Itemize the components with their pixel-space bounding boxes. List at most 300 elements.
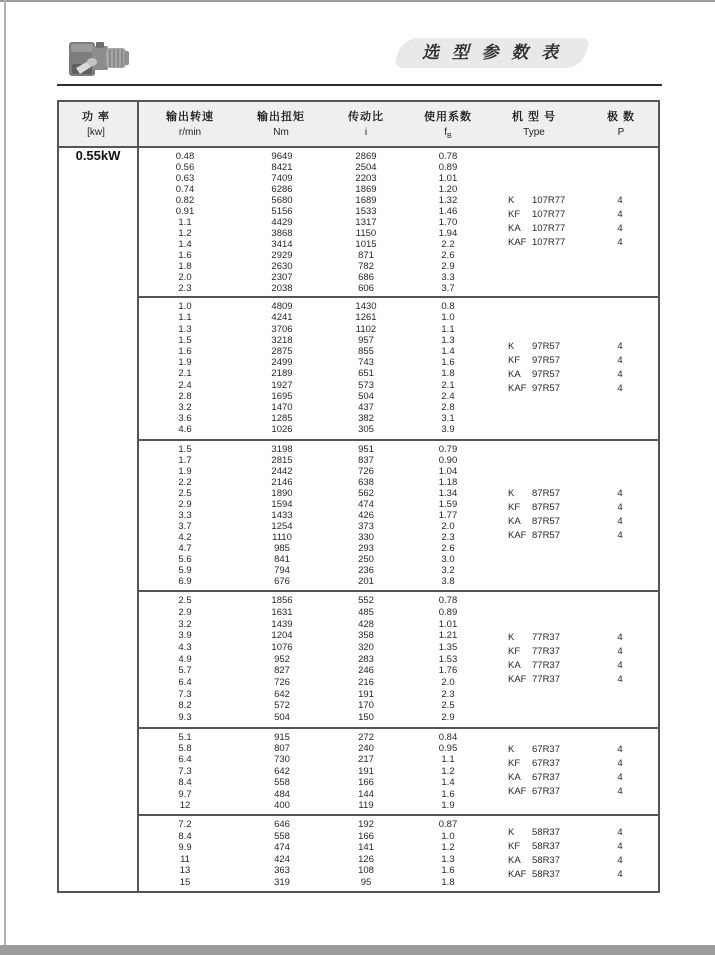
- cell-ratio: 246: [358, 665, 374, 677]
- cell-ratio: 1261: [355, 312, 377, 324]
- column-header-service-factor: [424, 102, 472, 146]
- cell-ratio: 837: [358, 454, 374, 466]
- cell-service-factor: 1.59: [438, 498, 458, 510]
- cell-service-factor: 3.0: [441, 553, 455, 565]
- model-prefix: K: [508, 488, 515, 500]
- cell-ratio: 651: [358, 368, 374, 380]
- cell-service-factor: 2.0: [441, 520, 455, 532]
- cell-ratio: 191: [358, 765, 374, 777]
- model-type-block: [508, 743, 635, 799]
- cell-service-factor: 3.2: [441, 564, 455, 576]
- table-row: [139, 151, 658, 162]
- table-section: [139, 441, 658, 592]
- column-header-label: 输出转速: [166, 111, 214, 123]
- cell-output-torque: 558: [274, 777, 290, 789]
- cell-output-torque: 363: [274, 865, 290, 877]
- cell-ratio: 485: [358, 607, 374, 618]
- column-header-unit: P: [617, 127, 625, 138]
- cell-ratio: 250: [358, 553, 374, 565]
- cell-output-torque: 646: [274, 819, 290, 831]
- column-header-label: 传动比: [348, 111, 384, 123]
- model-row: [508, 854, 635, 868]
- model-prefix: KAF: [508, 237, 527, 248]
- cell-service-factor: 1.2: [441, 842, 455, 854]
- cell-output-torque: 730: [274, 754, 290, 766]
- model-row: [508, 645, 635, 659]
- cell-output-torque: 676: [274, 575, 290, 587]
- model-poles: 4: [617, 646, 623, 658]
- cell-service-factor: 3.9: [441, 424, 455, 436]
- table-section: [139, 148, 658, 298]
- cell-ratio: 782: [358, 261, 374, 272]
- cell-ratio: 1869: [355, 184, 377, 195]
- cell-output-speed: 9.9: [178, 842, 192, 854]
- model-row: [508, 515, 635, 529]
- model-code: 77R37: [532, 646, 560, 658]
- model-prefix: KF: [508, 646, 521, 658]
- model-row: [508, 382, 635, 396]
- cell-ratio: 1533: [355, 206, 377, 217]
- table-section: [139, 592, 658, 729]
- cell-service-factor: 1.8: [441, 368, 455, 380]
- cell-ratio: 474: [358, 498, 374, 510]
- table-row: [139, 283, 658, 294]
- model-row: [508, 659, 635, 673]
- cell-ratio: 191: [358, 688, 374, 700]
- model-code: 97R57: [532, 355, 560, 367]
- cell-service-factor: 1.8: [441, 876, 455, 888]
- cell-output-speed: 4.3: [178, 642, 192, 654]
- model-row: [508, 529, 635, 543]
- model-code: 107R77: [532, 237, 566, 248]
- column-header-ratio: [348, 102, 384, 146]
- cell-service-factor: 0.90: [438, 454, 458, 466]
- cell-output-torque: 952: [274, 653, 290, 665]
- page-title: 选 型 参 数 表: [422, 43, 562, 62]
- cell-ratio: 108: [358, 865, 374, 877]
- model-prefix: KF: [508, 502, 521, 514]
- cell-output-torque: 1026: [271, 424, 293, 436]
- cell-ratio: 2203: [355, 173, 377, 184]
- cell-ratio: 1689: [355, 195, 377, 206]
- table-row: [139, 565, 658, 576]
- model-poles: 4: [617, 868, 623, 880]
- table-row: [139, 162, 658, 173]
- table-row: [139, 700, 658, 711]
- model-row: [508, 487, 635, 501]
- cell-ratio: 1430: [355, 301, 377, 313]
- model-poles: 4: [617, 660, 623, 672]
- model-prefix: K: [508, 632, 515, 644]
- model-row: [508, 868, 635, 882]
- table-row: [139, 324, 658, 335]
- cell-ratio: 426: [358, 509, 374, 521]
- cell-output-speed: 3.2: [178, 618, 192, 630]
- column-header-unit: Type: [523, 127, 545, 138]
- cell-output-torque: 2929: [271, 250, 293, 261]
- cell-output-speed: 1.9: [178, 357, 192, 369]
- model-poles: 4: [617, 840, 623, 852]
- cell-output-torque: 3868: [271, 228, 293, 239]
- model-prefix: KA: [508, 660, 521, 672]
- cell-output-speed: 7.3: [178, 688, 192, 700]
- cell-output-speed: 5.1: [178, 731, 192, 743]
- cell-ratio: 320: [358, 642, 374, 654]
- cell-output-torque: 5156: [271, 206, 293, 217]
- cell-ratio: 743: [358, 357, 374, 369]
- cell-output-speed: 9.3: [178, 712, 192, 724]
- cell-service-factor: 1.4: [441, 777, 455, 789]
- cell-output-speed: 15: [179, 876, 191, 888]
- cell-service-factor: 1.04: [438, 465, 458, 477]
- table-row: [139, 619, 658, 630]
- cell-output-torque: 3218: [271, 334, 293, 346]
- cell-output-speed: 0.56: [175, 162, 195, 173]
- cell-output-speed: 1.6: [178, 250, 192, 261]
- cell-service-factor: 2.9: [441, 712, 455, 724]
- cell-service-factor: 1.9: [441, 799, 455, 811]
- cell-ratio: 95: [360, 876, 372, 888]
- model-prefix: KA: [508, 772, 521, 784]
- cell-ratio: 201: [358, 575, 374, 587]
- cell-output-torque: 400: [274, 799, 290, 811]
- model-poles: 4: [617, 516, 623, 528]
- cell-output-speed: 9.7: [178, 788, 192, 800]
- cell-output-torque: 3414: [271, 239, 293, 250]
- table-section: [139, 298, 658, 441]
- table-row: [139, 712, 658, 723]
- cell-ratio: 957: [358, 334, 374, 346]
- model-poles: 4: [617, 786, 623, 798]
- model-code: 87R57: [532, 488, 560, 500]
- model-code: 87R57: [532, 530, 560, 542]
- cell-service-factor: 2.9: [441, 261, 455, 272]
- cell-output-torque: 474: [274, 842, 290, 854]
- cell-output-speed: 2.1: [178, 368, 192, 380]
- column-header-label: 极 数: [606, 111, 636, 123]
- cell-output-torque: 504: [274, 712, 290, 724]
- cell-ratio: 686: [358, 272, 374, 283]
- cell-output-speed: 2.2: [178, 476, 192, 488]
- cell-ratio: 141: [358, 842, 374, 854]
- model-poles: 4: [617, 369, 623, 381]
- cell-ratio: 428: [358, 618, 374, 630]
- cell-ratio: 119: [358, 799, 374, 811]
- table-row: [139, 543, 658, 554]
- cell-output-speed: 2.8: [178, 390, 192, 402]
- cell-output-torque: 484: [274, 788, 290, 800]
- cell-service-factor: 2.6: [441, 542, 455, 554]
- column-header-speed: [166, 102, 214, 146]
- cell-ratio: 126: [358, 853, 374, 865]
- model-poles: 4: [617, 502, 623, 514]
- cell-service-factor: 1.6: [441, 788, 455, 800]
- cell-output-torque: 2307: [271, 272, 293, 283]
- model-code: 97R57: [532, 341, 560, 353]
- table-row: [139, 554, 658, 565]
- cell-ratio: 1015: [355, 239, 377, 250]
- cell-ratio: 192: [358, 819, 374, 831]
- cell-service-factor: 1.4: [441, 345, 455, 357]
- cell-service-factor: 2.3: [441, 531, 455, 543]
- model-prefix: K: [508, 826, 515, 838]
- cell-ratio: 358: [358, 630, 374, 642]
- cell-output-torque: 1433: [271, 509, 293, 521]
- cell-output-torque: 1254: [271, 520, 293, 532]
- model-code: 77R37: [532, 674, 560, 686]
- cell-output-speed: 0.48: [175, 151, 195, 162]
- cell-output-speed: 5.6: [178, 553, 192, 565]
- cell-output-speed: 13: [179, 865, 191, 877]
- cell-output-torque: 2038: [271, 283, 293, 294]
- model-code: 97R57: [532, 369, 560, 381]
- table-row: [139, 800, 658, 811]
- cell-output-torque: 1594: [271, 498, 293, 510]
- model-prefix: KF: [508, 840, 521, 852]
- cell-service-factor: 1.1: [441, 754, 455, 766]
- cell-output-speed: 4.7: [178, 542, 192, 554]
- table-row: [139, 455, 658, 466]
- cell-output-speed: 3.2: [178, 401, 192, 413]
- cell-output-speed: 8.4: [178, 777, 192, 789]
- cell-output-torque: 2875: [271, 345, 293, 357]
- cell-output-speed: 7.3: [178, 765, 192, 777]
- cell-output-speed: 2.0: [178, 272, 192, 283]
- model-row: [508, 771, 635, 785]
- model-prefix: KAF: [508, 786, 527, 798]
- table-row: [139, 607, 658, 618]
- cell-service-factor: 2.8: [441, 401, 455, 413]
- cell-output-speed: 6.4: [178, 677, 192, 689]
- cell-service-factor: 1.94: [438, 228, 458, 239]
- table-row: [139, 477, 658, 488]
- cell-service-factor: 1.77: [438, 509, 458, 521]
- cell-service-factor: 1.46: [438, 206, 458, 217]
- model-row: [508, 673, 635, 687]
- cell-service-factor: 1.2: [441, 765, 455, 777]
- cell-service-factor: 1.76: [438, 665, 458, 677]
- cell-output-torque: 985: [274, 542, 290, 554]
- cell-service-factor: 1.3: [441, 853, 455, 865]
- model-poles: 4: [617, 744, 623, 756]
- cell-ratio: 606: [358, 283, 374, 294]
- cell-service-factor: 1.01: [438, 173, 458, 184]
- cell-service-factor: 1.32: [438, 195, 458, 206]
- cell-output-speed: 1.3: [178, 323, 192, 335]
- model-prefix: KAF: [508, 530, 527, 542]
- cell-ratio: 726: [358, 465, 374, 477]
- table-row: [139, 576, 658, 587]
- cell-ratio: 330: [358, 531, 374, 543]
- model-code: 97R57: [532, 383, 560, 395]
- model-code: 67R37: [532, 744, 560, 756]
- cell-output-speed: 7.2: [178, 819, 192, 831]
- cell-output-torque: 9649: [271, 151, 293, 162]
- cell-output-torque: 558: [274, 830, 290, 842]
- model-type-block: [508, 340, 635, 396]
- cell-output-torque: 1470: [271, 401, 293, 413]
- cell-output-torque: 4809: [271, 301, 293, 313]
- cell-output-speed: 5.8: [178, 743, 192, 755]
- cell-output-speed: 1.1: [178, 312, 192, 324]
- cell-output-speed: 1.0: [178, 301, 192, 313]
- cell-output-speed: 5.7: [178, 665, 192, 677]
- model-code: 87R57: [532, 502, 560, 514]
- model-code: 87R57: [532, 516, 560, 528]
- cell-output-torque: 7409: [271, 173, 293, 184]
- cell-output-speed: 1.7: [178, 454, 192, 466]
- cell-output-speed: 6.4: [178, 754, 192, 766]
- cell-service-factor: 3.7: [441, 283, 455, 294]
- cell-service-factor: 0.78: [438, 151, 458, 162]
- model-code: 58R37: [532, 868, 560, 880]
- cell-output-torque: 3706: [271, 323, 293, 335]
- cell-output-torque: 1439: [271, 618, 293, 630]
- cell-output-torque: 807: [274, 743, 290, 755]
- model-poles: 4: [617, 632, 623, 644]
- cell-output-torque: 2499: [271, 357, 293, 369]
- cell-service-factor: 3.8: [441, 575, 455, 587]
- cell-ratio: 166: [358, 830, 374, 842]
- model-poles: 4: [617, 237, 623, 248]
- cell-output-speed: 1.6: [178, 345, 192, 357]
- model-prefix: KAF: [508, 868, 527, 880]
- model-type-block: [508, 487, 635, 543]
- cell-ratio: 855: [358, 345, 374, 357]
- cell-ratio: 240: [358, 743, 374, 755]
- cell-output-torque: 572: [274, 700, 290, 712]
- cell-output-speed: 11: [180, 853, 190, 865]
- model-code: 77R37: [532, 632, 560, 644]
- cell-ratio: 638: [358, 476, 374, 488]
- model-row: [508, 236, 635, 250]
- cell-ratio: 144: [358, 788, 374, 800]
- cell-service-factor: 0.95: [438, 743, 458, 755]
- model-code: 58R37: [532, 840, 560, 852]
- cell-service-factor: 1.53: [438, 653, 458, 665]
- cell-output-speed: 1.1: [178, 217, 192, 228]
- cell-output-speed: 2.9: [178, 607, 192, 618]
- column-header-poles: [607, 102, 635, 146]
- model-row: [508, 194, 635, 208]
- model-prefix: KA: [508, 369, 521, 381]
- model-type-block: [508, 826, 635, 882]
- table-section: [139, 816, 658, 891]
- cell-output-torque: 827: [274, 665, 290, 677]
- cell-output-torque: 2630: [271, 261, 293, 272]
- cell-ratio: 283: [358, 653, 374, 665]
- cell-service-factor: 2.3: [441, 688, 455, 700]
- cell-output-speed: 0.63: [175, 173, 195, 184]
- model-prefix: KA: [508, 516, 521, 528]
- page-footer-bar: [0, 945, 715, 955]
- cell-output-torque: 1285: [271, 413, 293, 425]
- cell-output-torque: 424: [274, 853, 290, 865]
- cell-output-speed: 8.2: [178, 700, 192, 712]
- header-rule: [57, 84, 662, 86]
- cell-ratio: 236: [358, 564, 374, 576]
- cell-output-torque: 1890: [271, 487, 293, 499]
- model-prefix: KAF: [508, 674, 527, 686]
- table-row: [139, 272, 658, 283]
- column-header-unit: i: [364, 127, 368, 138]
- cell-ratio: 216: [358, 677, 374, 689]
- column-header-power: [82, 102, 110, 146]
- cell-output-torque: 2146: [271, 476, 293, 488]
- cell-output-speed: 2.5: [178, 595, 192, 607]
- model-code: 107R77: [532, 195, 566, 206]
- model-poles: 4: [617, 488, 623, 500]
- cell-service-factor: 1.0: [441, 312, 455, 324]
- model-code: 107R77: [532, 209, 566, 220]
- cell-ratio: 217: [358, 754, 374, 766]
- column-header-model: [512, 102, 556, 146]
- cell-service-factor: 1.3: [441, 334, 455, 346]
- cell-output-speed: 4.9: [178, 653, 192, 665]
- model-prefix: K: [508, 195, 515, 206]
- model-row: [508, 757, 635, 771]
- cell-ratio: 166: [358, 777, 374, 789]
- model-row: [508, 501, 635, 515]
- table-row: [139, 402, 658, 413]
- model-poles: 4: [617, 223, 623, 234]
- model-prefix: K: [508, 744, 515, 756]
- cell-ratio: 373: [358, 520, 374, 532]
- table-body: [139, 148, 658, 891]
- cell-service-factor: 1.01: [438, 618, 458, 630]
- cell-service-factor: 1.1: [441, 323, 455, 335]
- cell-output-speed: 12: [179, 799, 191, 811]
- selection-parameter-table: [57, 100, 660, 893]
- cell-output-torque: 3198: [271, 443, 293, 455]
- cell-ratio: 552: [358, 595, 374, 607]
- model-code: 67R37: [532, 772, 560, 784]
- cell-output-speed: 4.2: [178, 531, 192, 543]
- cell-service-factor: 1.6: [441, 865, 455, 877]
- column-header-unit: [kw]: [87, 127, 105, 138]
- cell-ratio: 170: [358, 700, 374, 712]
- table-section: [139, 729, 658, 817]
- cell-ratio: 504: [358, 390, 374, 402]
- model-poles: 4: [617, 758, 623, 770]
- column-header-label: 机 型 号: [511, 111, 557, 123]
- cell-ratio: 573: [358, 379, 374, 391]
- model-row: [508, 826, 635, 840]
- cell-service-factor: 1.18: [438, 476, 458, 488]
- cell-output-torque: 841: [274, 553, 290, 565]
- cell-output-speed: 1.2: [178, 228, 192, 239]
- cell-service-factor: 0.87: [438, 819, 458, 831]
- cell-output-torque: 1110: [272, 531, 292, 543]
- table-row: [139, 261, 658, 272]
- title-banner: [398, 38, 586, 68]
- cell-output-speed: 3.7: [178, 520, 192, 532]
- model-row: [508, 340, 635, 354]
- model-poles: 4: [617, 826, 623, 838]
- cell-output-torque: 726: [274, 677, 290, 689]
- cell-ratio: 272: [358, 731, 374, 743]
- cell-service-factor: 1.34: [438, 487, 458, 499]
- cell-service-factor: 0.89: [438, 162, 458, 173]
- model-row: [508, 354, 635, 368]
- model-poles: 4: [617, 530, 623, 542]
- model-row: [508, 368, 635, 382]
- model-poles: 4: [617, 209, 623, 220]
- cell-service-factor: 1.21: [438, 630, 458, 642]
- column-header-label: 输出扭矩: [257, 111, 305, 123]
- cell-ratio: 1102: [355, 323, 377, 335]
- cell-output-speed: 0.74: [175, 184, 195, 195]
